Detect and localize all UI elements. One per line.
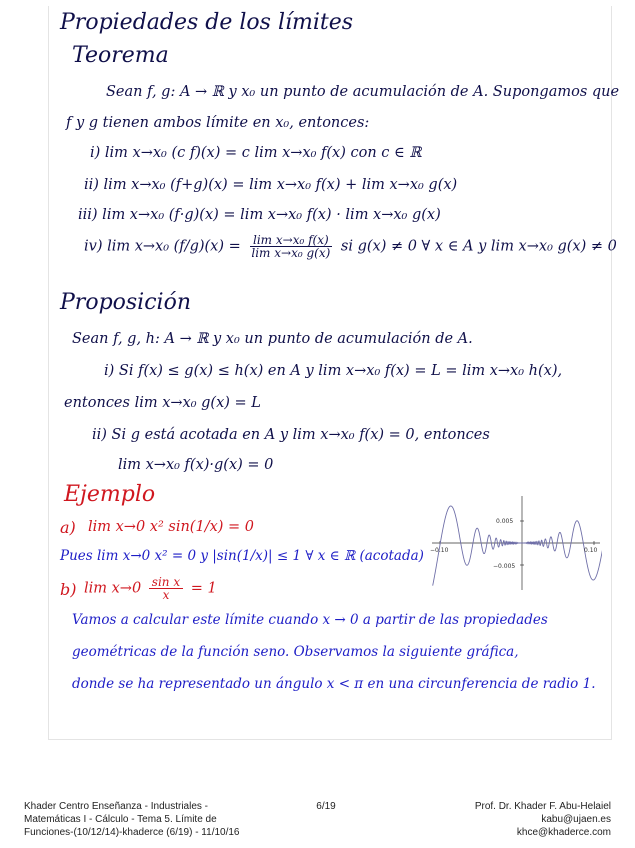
example-a-expression: lim x→0 x² sin(1/x) = 0 <box>88 519 255 535</box>
footer-right <box>391 800 611 839</box>
example-b-limit: lim x→0 <box>84 580 142 597</box>
proposition-item-i-1: i) Si f(x) ≤ g(x) ≤ h(x) en A y lim x→x₀ f(x) = L = lim x→x₀ h(x), <box>104 363 563 379</box>
item-iv-denominator: lim x→x₀ g(x) <box>251 246 331 260</box>
page-heading: Propiedades de los límites <box>60 10 354 35</box>
example-b-expression <box>84 576 217 601</box>
example-b-numerator: sin x <box>149 576 183 589</box>
theorem-item-i: i) lim x→x₀ (c f)(x) = c lim x→x₀ f(x) con c ∈ ℝ <box>90 145 422 161</box>
footer-email-2: khce@khaderce.com <box>516 827 611 838</box>
example-b-text-1: Vamos a calcular este límite cuando x → 0 a partir de las propiedades <box>72 612 548 628</box>
footer-email-1: kabu@ujaen.es <box>541 814 611 825</box>
graph-x-tick-label-right: 0.10 <box>584 547 598 554</box>
graph-y-tick-label-top: 0.005 <box>496 518 514 525</box>
footer-left-line-3: Funciones-(10/12/14)-khaderce (6/19) - 11/10/16 <box>24 827 240 838</box>
proposition-item-ii-1: ii) Si g está acotada en A y lim x→x₀ f(x) = 0, entonces <box>92 427 490 443</box>
theorem-intro-1: Sean f, g: A → ℝ y x₀ un punto de acumulación de A. Supongamos que <box>106 84 620 100</box>
example-a-reason: Pues lim x→0 x² = 0 y |sin(1/x)| ≤ 1 ∀ x ∈ ℝ (acotada) <box>60 548 424 564</box>
footer-left-line-2: Matemáticas I - Cálculo - Tema 5. Límite de <box>24 814 217 825</box>
graph-y-tick-label-bottom: −0.005 <box>493 563 516 570</box>
example-a-label: a) <box>60 518 76 537</box>
example-b-label: b) <box>60 580 77 599</box>
theorem-item-iii: iii) lim x→x₀ (f·g)(x) = lim x→x₀ f(x) · lim x→x₀ g(x) <box>78 207 441 223</box>
theorem-title: Teorema <box>72 43 169 68</box>
footer-page-number: 6/19 <box>316 801 336 812</box>
example-b-fraction <box>149 576 183 601</box>
item-iv-numerator: lim x→x₀ f(x) <box>250 234 332 247</box>
item-iv-label: iv) lim x→x₀ (f/g)(x) = <box>84 238 241 255</box>
theorem-intro-2: f y g tienen ambos límite en x₀, entonces: <box>66 115 370 131</box>
footer-left <box>24 800 264 839</box>
footer-left-line-1: Khader Centro Enseñanza - Industriales - <box>24 801 208 812</box>
example-b-denominator: x <box>162 588 170 602</box>
proposition-item-i-2: entonces lim x→x₀ g(x) = L <box>64 395 261 411</box>
proposition-intro: Sean f, g, h: A → ℝ y x₀ un punto de acumulación de A. <box>72 331 473 347</box>
item-iv-fraction <box>248 234 333 259</box>
graph-x-tick-label-left: −0.10 <box>430 547 449 554</box>
proposition-title: Proposición <box>60 290 191 315</box>
proposition-item-ii-2: lim x→x₀ f(x)·g(x) = 0 <box>118 457 274 473</box>
example-title: Ejemplo <box>64 482 156 507</box>
sine-oscillation-graph <box>430 494 602 592</box>
footer-author: Prof. Dr. Khader F. Abu-Helaiel <box>474 801 611 812</box>
theorem-item-ii: ii) lim x→x₀ (f+g)(x) = lim x→x₀ f(x) + lim x→x₀ g(x) <box>84 177 458 193</box>
theorem-item-iv <box>84 234 617 259</box>
example-b-text-3: donde se ha representado un ángulo x < π en una circunferencia de radio 1. <box>72 676 596 692</box>
item-iv-condition: si g(x) ≠ 0 ∀ x ∈ A y lim x→x₀ g(x) ≠ 0 <box>340 238 617 255</box>
example-b-text-2: geométricas de la función seno. Observamos la siguiente gráfica, <box>72 644 519 660</box>
example-b-result: = 1 <box>190 580 217 597</box>
